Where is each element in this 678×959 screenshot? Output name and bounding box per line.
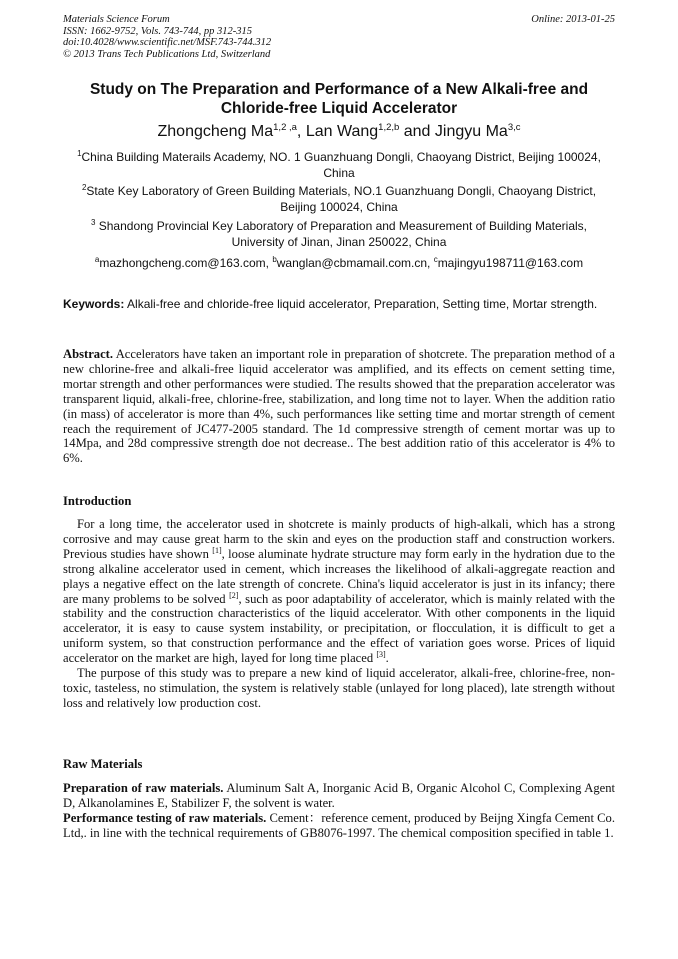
- affiliation-text: China Building Materails Academy, NO. 1 Guanzhuang Dongli, Chaoyang District, Beijing 100024, China: [81, 150, 601, 180]
- copyright-line: © 2013 Trans Tech Publications Ltd, Switzerland: [63, 48, 271, 60]
- citation[interactable]: [1]: [212, 545, 222, 555]
- issn-line: ISSN: 1662-9752, Vols. 743-744, pp 312-315: [63, 25, 252, 37]
- affiliation-mark: 3: [90, 218, 96, 227]
- journal-name: Materials Science Forum: [63, 14, 170, 25]
- author-list: [63, 122, 615, 142]
- paragraph-text: Aluminum Salt A, Inorganic Acid B, Organic Alcohol C, Complexing Agent D, Alkanolamines E, Stabilizer F, the solvent is water.: [63, 781, 616, 810]
- email-mark: a: [94, 255, 100, 264]
- paper-title: Study on The Preparation and Performance of a New Alkali-free and Chloride-free Liquid Accelerator: [89, 81, 589, 117]
- paragraph: [63, 811, 615, 841]
- affiliation-text: Shandong Provincial Key Laboratory of Preparation and Measurement of Building Materials, University of Jinan, Jinan 250022, China: [95, 219, 588, 249]
- section-heading-raw-materials: Raw Materials: [63, 757, 143, 771]
- author-name: Jingyu Ma: [434, 123, 508, 140]
- raw-materials-body: [63, 781, 615, 841]
- abstract-label: Abstract.: [63, 347, 114, 361]
- email-address[interactable]: wanglan@cbmamail.com.cn,: [276, 256, 434, 270]
- affiliation: [63, 150, 615, 181]
- keywords: [63, 297, 615, 313]
- journal-header: [63, 14, 271, 60]
- abstract: [63, 347, 615, 466]
- affiliation: [63, 219, 615, 250]
- email-address[interactable]: mazhongcheng.com@163.com,: [99, 256, 273, 270]
- author-separator: ,: [296, 123, 306, 140]
- paragraph-text: For a long time, the accelerator used in shotcrete is mainly products of high-alkali, which has a strong corrosive and may cause great harm to the skin and eyes on the production staff and construction workers. Previous studies have shown: [63, 517, 615, 561]
- author-name: Zhongcheng Ma: [157, 123, 274, 140]
- paragraph-lead: Preparation of raw materials.: [63, 781, 224, 795]
- email-mark: c: [433, 255, 438, 264]
- email-address[interactable]: majingyu198711@163.com: [437, 256, 584, 270]
- author-affiliation-mark: 1,2 ,a: [273, 122, 297, 133]
- keywords-label: Keywords:: [63, 297, 125, 311]
- paragraph: The purpose of this study was to prepare a new kind of liquid accelerator, alkali-free, chlorine-free, non-toxic, tasteless, no stimulation, the system is relatively stable (unlayed for long placed), late strength without loss and relatively low production cost.: [63, 666, 615, 710]
- paragraph-text: , loose aluminate hydrate structure may form early in the hydration due to the strong alkaline accelerator used in cement, which increases the likelihood of alkali-aggregate reaction and plays a negative effect on the late strength of concrete. China's liquid accelerator is just in its infancy; there are many problems to be solved: [63, 546, 615, 606]
- abstract-text: Accelerators have taken an important role in preparation of shotcrete. The preparation method of a new chlorine-free and alkali-free liquid accelerator was amplified, and its effects on cement setting time, mortar strength and other performances were studied. The results showed that the preparation accelerator was transparent liquid, alkali-free, chlorine-free, stabilization, and long time not to layer. When the addition ratio (in mass) of accelerator is more than 4%, such performances like setting time and mortar strength of cement reach the requirement of JC477-2005 standard. The 1d compressive strength of cement mortar was up to 14Mpa, and 28d compressive strength doe not decrease.. The best addition ratio of this accelerator is 4% to 6%.: [63, 347, 615, 466]
- citation[interactable]: [3]: [376, 650, 386, 660]
- author-separator: and: [399, 123, 435, 140]
- citation[interactable]: [2]: [229, 590, 239, 600]
- paragraph: [63, 781, 615, 811]
- affiliation-mark: 1: [77, 149, 82, 158]
- email-mark: b: [272, 255, 277, 264]
- affiliation: [63, 184, 615, 215]
- paragraph-text: .: [385, 651, 389, 666]
- author-affiliation-mark: 3,c: [507, 122, 521, 133]
- keywords-text: Alkali-free and chloride-free liquid accelerator, Preparation, Setting time, Mortar strength.: [124, 297, 598, 311]
- paragraph-text: , such as poor adaptability of accelerator, which is mainly related with the stability and the construction characteristics of the liquid accelerator. With other components in the liquid accelerator, it is easy to cause system instability, or precipitation, or flocculation, it is difficult to get a uniform system, so that construction performance and the effect of variation goes worse. Prices of liquid accelerator on the market are high, layed for long time placed: [63, 591, 615, 666]
- paragraph: [63, 517, 615, 666]
- introduction-body: [63, 517, 615, 711]
- author-affiliation-mark: 1,2,b: [378, 122, 400, 133]
- section-heading-introduction: Introduction: [63, 494, 132, 508]
- paragraph-lead: Performance testing of raw materials.: [63, 810, 267, 825]
- affiliation-text: State Key Laboratory of Green Building Materials, NO.1 Guanzhuang Dongli, Chaoyang District, Beijing 100024, China: [86, 184, 597, 214]
- email-list: [63, 256, 615, 272]
- paragraph-text: Cement：reference cement, produced by Beijng Xingfa Cement Co. Ltd,. in line with the technical requirements of GB8076-1997. The chemical composition specified in table 1.: [63, 810, 615, 840]
- author-name: Lan Wang: [305, 123, 379, 140]
- online-date: Online: 2013-01-25: [531, 14, 615, 25]
- doi-line: doi:10.4028/www.scientific.net/MSF.743-744.312: [63, 37, 272, 48]
- affiliation-mark: 2: [81, 183, 87, 192]
